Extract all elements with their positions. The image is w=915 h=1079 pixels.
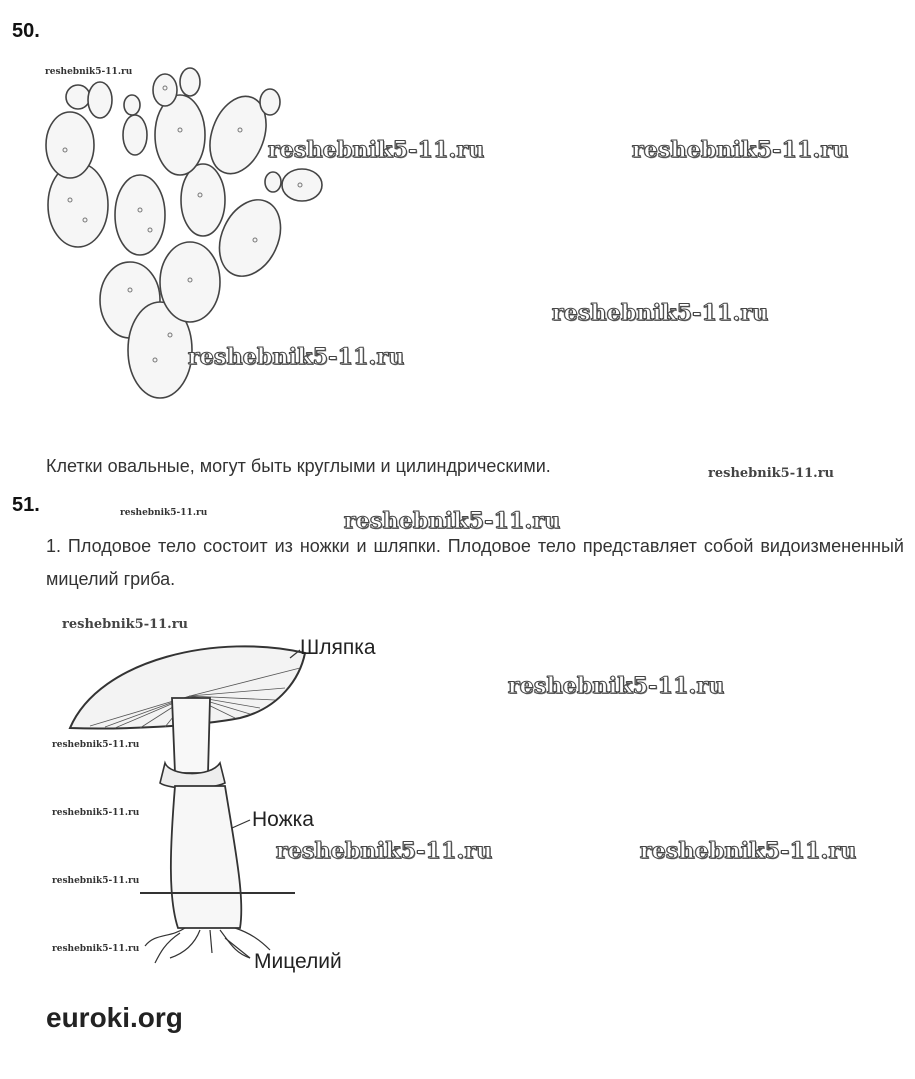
watermark: reshebnik5-11.ru <box>52 740 140 750</box>
watermark: reshebnik5-11.ru <box>344 508 561 534</box>
watermark: reshebnik5-11.ru <box>708 466 835 481</box>
watermark: reshebnik5-11.ru <box>508 673 725 699</box>
mushroom-illustration <box>60 628 320 973</box>
watermark: reshebnik5-11.ru <box>120 508 208 518</box>
watermark: reshebnik5-11.ru <box>52 944 140 954</box>
watermark: reshebnik5-11.ru <box>52 876 140 886</box>
task-51-number: 51. <box>12 494 40 516</box>
watermark: reshebnik5-11.ru <box>640 838 857 864</box>
label-mycelium: Мицелий <box>254 950 342 973</box>
label-cap: Шляпка <box>300 636 376 659</box>
label-stem: Ножка <box>252 808 314 831</box>
watermark: reshebnik5-11.ru <box>632 137 849 163</box>
footer-site-name: euroki.org <box>46 1002 183 1033</box>
task-51-answer: 1. Плодовое тело состоит из ножки и шляпки. Плодовое тело представляет собой видоизмененный мицелий гриба. <box>46 536 904 589</box>
watermark: reshebnik5-11.ru <box>552 300 769 326</box>
watermark: reshebnik5-11.ru <box>268 137 485 163</box>
watermark: reshebnik5-11.ru <box>52 808 140 818</box>
watermark: reshebnik5-11.ru <box>276 838 493 864</box>
watermark: reshebnik5-11.ru <box>45 67 133 77</box>
task-50-answer: Клетки овальные, могут быть круглыми и цилиндрическими. <box>46 456 551 476</box>
watermark: reshebnik5-11.ru <box>188 344 405 370</box>
watermark: reshebnik5-11.ru <box>62 617 189 632</box>
task-50-number: 50. <box>12 20 40 42</box>
